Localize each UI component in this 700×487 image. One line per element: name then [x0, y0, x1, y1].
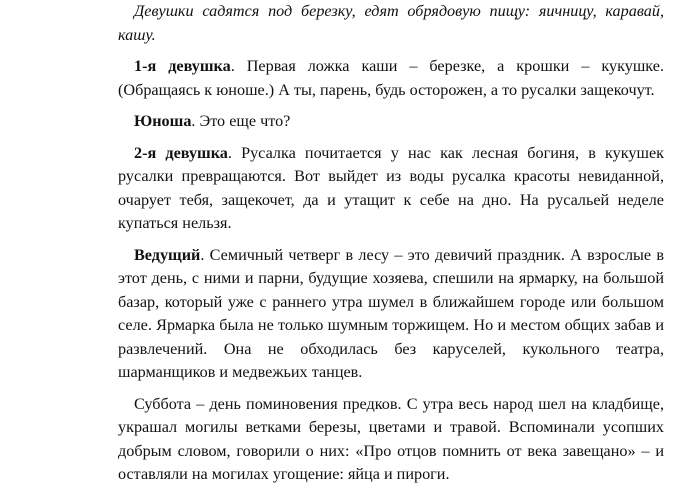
speech-text-host: . Семичный четверг в лесу – это девичий праздник. А взрослые в этот день, с ними и парни, будущие хозяева, спешили на ярмарку, на большой базар, который уже с раннего утра шумел в ближайшем городе или большом селе. Ярмарка была не только шумным торжищем. Но и местом общих забав и развлечений. Она не обходилась без каруселей, кукольного театра, шарманщиков и медвежьих танцев. — [118, 245, 664, 381]
speech-text-youth: . Это еще что? — [191, 112, 291, 130]
speaker-first-girl: 1-я девушка — [134, 57, 231, 75]
speech-host — [118, 244, 664, 385]
speaker-second-girl: 2-я девушка — [134, 143, 228, 162]
speech-second-girl — [118, 142, 664, 236]
speaker-host: Ведущий — [134, 245, 201, 264]
speech-first-girl — [118, 55, 664, 102]
narrative-paragraph: Суббота – день поминовения предков. С утра весь народ шел на кладбище, украшал могилы ветками березы, цветами и травой. Вспоминали усопших добрым словом, говорили о них: «Про отцов помнить от века завещано» – и оставляли на могилах угощение: яйца и пироги. — [118, 394, 664, 483]
speech-youth — [118, 110, 664, 134]
speech-text-second-girl: . Русалка почитается у нас как лесная богиня, в кукушек русалки превращаются. Вот выйдет из воды русалка красоты невиданной, очарует тебя, защекочет, да и утащит к себе на дно. На русальей неделе купаться нельзя. — [118, 143, 664, 232]
stage-direction: Девушки садятся под березку, едят обрядовую пищу: яичницу, каравай, кашу. — [118, 2, 664, 44]
speech-text-first-girl: . Первая ложка каши – березке, а крошки – кукушке. (Обращаясь к юноше.) А ты, парень, будь осторожен, а то русалки защекочут. — [118, 57, 664, 99]
speaker-youth: Юноша — [134, 112, 192, 130]
